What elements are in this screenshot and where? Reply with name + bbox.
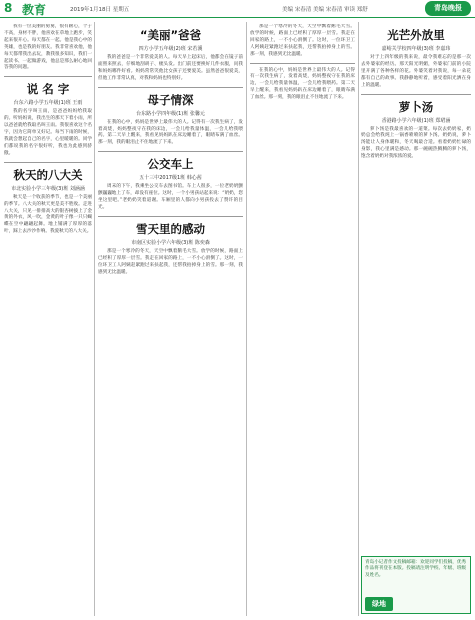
newspaper-logo: 青岛晚报 — [425, 1, 471, 16]
column-1 — [4, 24, 92, 616]
article-author: 台东六路小学五年级(1)班 王雨 — [13, 100, 83, 107]
article-author: 嘉峪关学校四年级(3)班 李嘉玮 — [381, 46, 451, 52]
article-author: 市北实验小学三年级(3)班 刘涵涵 — [11, 185, 85, 192]
article-author: 五十三中2017级1班 韩心茜 — [139, 175, 202, 182]
ad-logo: 绿地 — [365, 597, 393, 611]
editor-credits: 美编 宋春清 美编 宋春清 审读 郑舒 — [282, 7, 368, 13]
divider — [4, 76, 92, 77]
column-divider — [358, 22, 359, 616]
article-author: 香港路小学六年级(1)班 郑珺涵 — [381, 117, 451, 124]
divider — [98, 87, 243, 88]
page-number: 8 — [4, 1, 13, 15]
article-continued: 在我的心中，妈妈是世界上最伟大的人。记得有一次我生病了，发着高烧，妈妈整夜守在我的床边，一会儿给我量体温，一会儿给我喂药。第二天早上醒来，我看见妈妈趴在床边睡着了，眼睛布满了血丝。那一刻，我的眼泪止不住地流了下来。 — [250, 67, 355, 101]
article-title: 母子情深 — [147, 92, 194, 107]
article-title: 秋天的八大关 — [13, 167, 83, 182]
column-4 — [361, 24, 471, 552]
article-title: 萝卜汤 — [398, 99, 434, 114]
divider — [250, 63, 355, 64]
divider — [4, 162, 92, 163]
article-body: 周末的下午，我乘坐公交车去图书馆。车上人很多，一位老奶奶颤颤巍巍地上了车，却没有座位。这时，一个小男孩站起来说：“奶奶，您坐这里吧。”老奶奶笑着道谢。车厢里的人都向小男孩投去了赞许的目光。 — [98, 184, 243, 210]
ad-text: 青岛小记者作文投稿邮箱：欢迎同学们投稿，优秀作品将刊登在本版。投稿请注明学校、年级、班级及姓名。 — [365, 560, 467, 578]
article-title: 雪天里的感动 — [136, 221, 205, 236]
advertisement-box — [361, 556, 471, 614]
article-body: 我的爸爸是一个非常爱美的人。每天早上起床后，他都会在镜子前面照来照去，仔细地刮胡子、梳头发。出门前还要换好几件衣服，问我和妈妈哪件好看。妈妈常常笑他比女孩子还要爱美。虽然爸爸很爱美，但他工作非常认真，对我和妈妈也特别好。 — [98, 55, 243, 81]
issue-date: 2019年1月18日 星期五 — [70, 7, 130, 13]
article-title: 光芒外放里 — [387, 28, 445, 42]
divider — [361, 94, 471, 95]
section-title: 教育 — [22, 3, 47, 17]
column-2 — [98, 24, 243, 616]
page-header — [0, 0, 475, 18]
divider — [98, 216, 243, 217]
article-body: 萝卜汤是我最喜欢的一道菜。每次去奶奶家，奶奶总会给我炖上一锅香喷喷的萝卜汤。奶奶说，萝卜汤能让人身体暖和，冬天喝最合适。看着奶奶忙碌的身影，我心里满是感动。那一碗碗热腾腾的萝卜汤，饱含着奶奶对我浓浓的爱。 — [361, 126, 471, 160]
column-divider — [246, 22, 247, 616]
article-author: 市南区实验小学六年级(3)班 陈奕森 — [131, 239, 210, 246]
intro-text: 我有一位美丽的舅舅，很有耐心，个子不高，身材不胖，他喜欢在草地上跑步，笑起来很开心。每天都在一起。他是我心中的英雄，也是我的好朋友。我非常喜欢他，他每天都带我出去玩，教我很多知识，我们一起读书、一起做游戏，他总是那么耐心地回答我的问题。 — [4, 24, 92, 71]
article-author: 台东路小学四年级(1)班 张馨元 — [136, 110, 205, 117]
article-body: 对于上四年级的我来说，最令我难忘的是那一次去外婆家的经历。那天阳光明媚，外婆家门前的小院里开满了各种各样的花。外婆笑着对我说，每一朵花都有自己的故事。我静静地听着，感受着阳光洒在身上的温暖。 — [361, 55, 471, 88]
column-3 — [250, 24, 355, 616]
column-divider — [94, 22, 95, 616]
article-body: 我的名字叫王雨，是爸爸妈妈给我取的。听妈妈说，我出生的那天下着小雨，所以爸爸就给我取名叫王雨。我很喜欢这个名字，因为它简单又好记。每当下雨的时候，我就会想起自己的名字，心里暖暖的。同学们都说我的名字很好听，我也为此感到骄傲。 — [4, 109, 92, 156]
article-continued: 那是一个寒冷的冬天，天空中飘着鹅毛大雪。放学的时候，路面上已经积了厚厚一层雪。我走在回家的路上，一不小心滑倒了。这时，一位环卫工人阿姨赶紧跑过来扶起我，还帮我拍掉身上的雪。那一刻，我感到无比温暖。 — [250, 24, 355, 57]
article-body: 秋天是一个收获的季节，也是一个美丽的季节。八大关的秋天更是美不胜收。走进八大关，只见一排排高大的银杏树披上了金黄的外衣，风一吹，金黄的叶子像一只只蝴蝶在空中翩翩起舞。地上铺满了厚厚的落叶，踩上去沙沙作响。我爱秋天的八大关。 — [4, 194, 92, 235]
article-title: 公交车上 — [147, 157, 194, 172]
article-body: 那是一个寒冷的冬天，天空中飘着鹅毛大雪。放学的时候，路面上已经积了厚厚一层雪。我走在回家的路上，一不小心滑倒了。这时，一位环卫工人阿姨赶紧跑过来扶起我，还帮我拍掉身上的雪。那一刻，我感到无比温暖。 — [98, 248, 243, 275]
article-title: 说 名 字 — [26, 82, 70, 97]
article-body: 在我的心中，妈妈是世界上最伟大的人。记得有一次我生病了，发着高烧，妈妈整夜守在我的床边，一会儿给我量体温，一会儿给我喂药。第二天早上醒来，我看见妈妈趴在床边睡着了，眼睛布满了血丝。那一刻，我的眼泪止不住地流了下来。 — [98, 119, 243, 146]
article-author: 四方小学五年级(2)班 宋若溪 — [138, 46, 203, 52]
article-title: “美丽”爸爸 — [139, 28, 202, 42]
divider — [98, 151, 243, 152]
